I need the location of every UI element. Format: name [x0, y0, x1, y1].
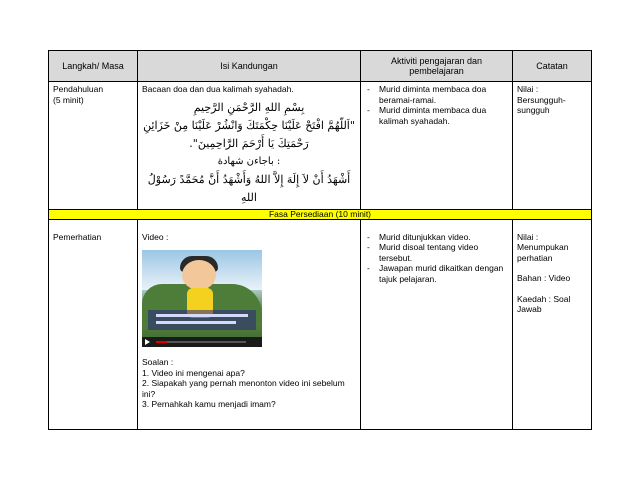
arabic-bismillah: بِسْمِ اللهِ الرَّحْمَنِ الرَّحِيمِ — [193, 100, 305, 114]
notes-nilai: Nilai : Menumpukan perhatian — [517, 231, 569, 263]
table-header-row — [49, 51, 592, 82]
header-notes: Catatan — [513, 51, 592, 82]
list-item: - Murid ditunjukkan video. — [365, 232, 508, 243]
notes-bahan: Bahan : Video — [517, 273, 571, 283]
arabic-text-block — [142, 99, 356, 207]
step-cell — [49, 82, 138, 210]
notes-kaedah: Kaedah : Soal Jawab — [517, 293, 571, 314]
question-item: 3. Pernahkah kamu menjadi imam? — [142, 399, 276, 409]
header-activity-line1: Aktiviti pengajaran dan — [390, 55, 483, 66]
table-row-observation — [49, 219, 592, 429]
questions-title: Soalan : — [142, 357, 174, 367]
list-item: - Murid diminta membaca doa beramai-ramai. — [365, 84, 508, 105]
header-activity-line2: pembelajaran — [409, 66, 464, 76]
list-item: - Jawapan murid dikaitkan dengan tajuk pelajaran. — [365, 263, 508, 284]
video-progress-bar[interactable] — [156, 341, 246, 343]
arabic-syahadah: أَشْهَدُ أَنْ لاَ إِلَهَ إِلاَّ اللهُ وَأَشْهَدُ أَنَّ مُحَمَّدً رَسُوْلُ اللهِ — [147, 172, 351, 204]
video-progress-fill — [156, 341, 167, 343]
video-control-bar — [142, 337, 262, 347]
activity-list — [365, 232, 508, 285]
question-item: 1. Video ini mengenai apa? — [142, 367, 245, 378]
notes-cell: Nilai : Bersungguh-sungguh — [513, 82, 592, 210]
question-item: 2. Siapakah yang pernah menonton video ini sebelum ini? — [142, 378, 345, 399]
header-content: Isi Kandungan — [138, 51, 361, 82]
notes-cell — [513, 219, 592, 429]
phase-row — [49, 209, 592, 219]
video-label: Video : — [142, 231, 169, 242]
lesson-plan-table — [48, 50, 592, 430]
list-item: - Murid diminta membaca dua kalimah syahadah. — [365, 105, 508, 126]
header-activity — [361, 51, 513, 82]
cartoon-head — [182, 260, 216, 290]
arabic-doa-line1: "اَللّهُمَّ افْتَحْ عَلَيْنَا حِكْمَتَكَ وَانْشُرْ عَلَيْنَا مِنْ خَزَائِنِ — [143, 118, 355, 132]
content-cell — [138, 82, 361, 210]
step-duration: (5 minit) — [53, 94, 84, 105]
list-item: - Murid disoal tentang video tersebut. — [365, 242, 508, 263]
content-intro: Bacaan doa dan dua kalimah syahadah. — [142, 84, 294, 94]
step-name: Pemerhatian — [53, 231, 102, 242]
activity-list — [365, 84, 508, 126]
arabic-syahadah-title: : باجاءن شهادة — [217, 155, 281, 167]
activity-cell — [361, 219, 513, 429]
activity-cell — [361, 82, 513, 210]
header-step: Langkah/ Masa — [49, 51, 138, 82]
video-player[interactable] — [142, 250, 262, 347]
step-name: Pendahuluan — [53, 84, 104, 94]
table-row-intro — [49, 82, 592, 210]
step-cell — [49, 219, 138, 429]
video-subtitle — [148, 310, 256, 330]
content-cell — [138, 219, 361, 429]
phase-label: Fasa Persediaan (10 minit) — [49, 209, 592, 219]
play-icon[interactable] — [145, 339, 150, 345]
arabic-doa-line2: رَحْمَتِكَ يَا أَرْحَمَ الرَّاحِمِينَ". — [189, 136, 309, 150]
